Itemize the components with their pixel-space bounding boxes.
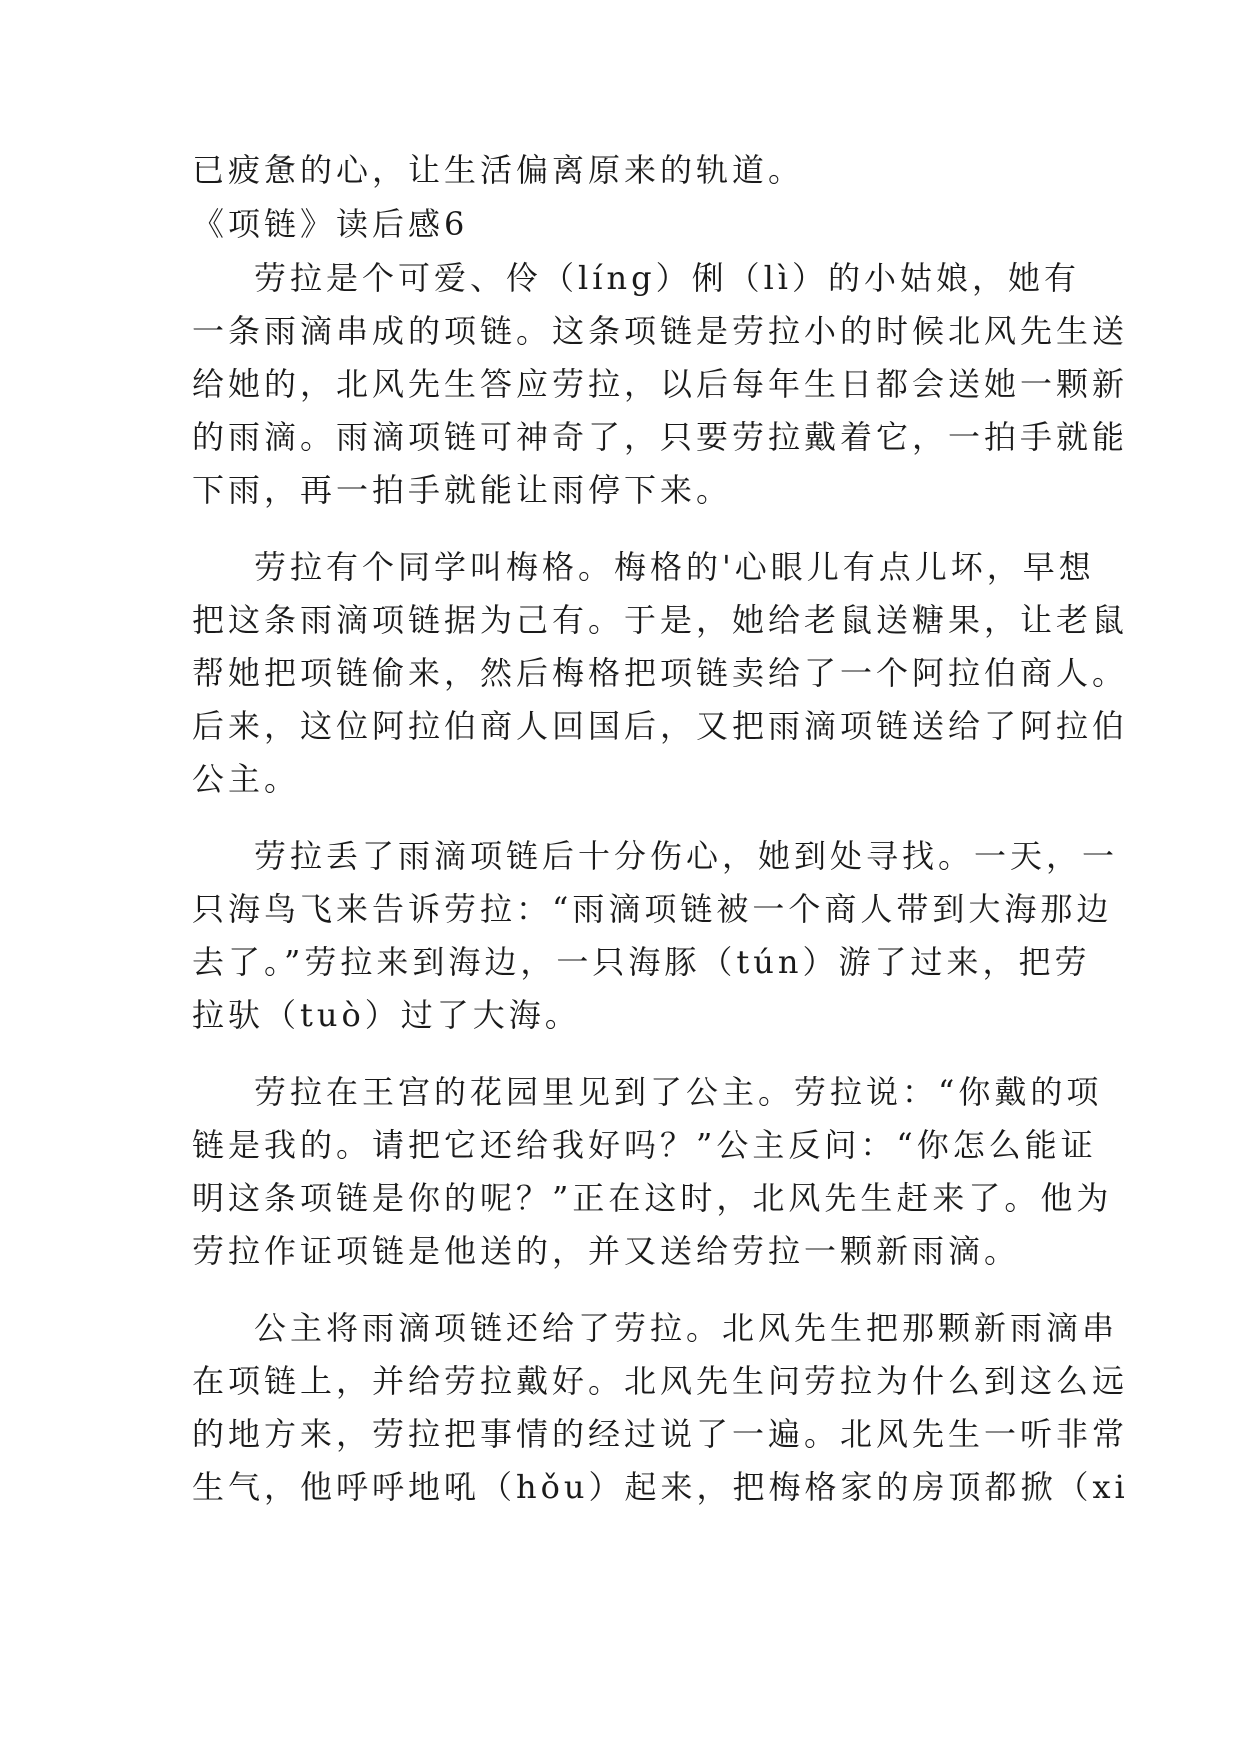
text-line: 把这条雨滴项链据为己有。于是，她给老鼠送糖果，让老鼠 [192, 601, 1129, 639]
text-line: 拉驮（tuò）过了大海。 [192, 996, 581, 1034]
text-line: 劳拉作证项链是他送的，并又送给劳拉一颗新雨滴。 [192, 1232, 1021, 1270]
text-line: 在项链上，并给劳拉戴好。北风先生问劳拉为什么到这么远 [192, 1362, 1129, 1400]
text-line: 生气，他呼呼地吼（hǒu）起来，把梅格家的房顶都掀（xi [192, 1468, 1129, 1506]
text-line: 劳拉有个同学叫梅格。梅格的'心眼儿有点儿坏，早想 [254, 548, 1095, 586]
text-line: 帮她把项链偷来，然后梅格把项链卖给了一个阿拉伯商人。 [192, 654, 1129, 692]
text-line: 去了。”劳拉来到海边，一只海豚（tún）游了过来，把劳 [192, 943, 1091, 981]
text-line: 下雨，再一拍手就能让雨停下来。 [192, 471, 733, 509]
text-line: 明这条项链是你的呢？”正在这时，北风先生赶来了。他为 [192, 1179, 1113, 1217]
section-heading: 《项链》读后感6 [192, 205, 469, 243]
text-line: 的雨滴。雨滴项链可神奇了，只要劳拉戴着它，一拍手就能 [192, 418, 1129, 456]
text-line: 后来，这位阿拉伯商人回国后，又把雨滴项链送给了阿拉伯 [192, 707, 1129, 745]
text-line: 已疲惫的心，让生活偏离原来的轨道。 [192, 151, 805, 189]
text-line: 的地方来，劳拉把事情的经过说了一遍。北风先生一听非常 [192, 1415, 1129, 1453]
text-line: 链是我的。请把它还给我好吗？”公主反问：“你怎么能证 [192, 1126, 1097, 1164]
text-line: 劳拉是个可爱、伶（líng）俐（lì）的小姑娘，她有 [254, 259, 1081, 297]
text-line: 只海鸟飞来告诉劳拉：“雨滴项链被一个商人带到大海那边 [192, 890, 1113, 928]
text-line: 劳拉丢了雨滴项链后十分伤心，她到处寻找。一天，一 [254, 837, 1119, 875]
text-line: 公主。 [192, 760, 301, 798]
text-line: 给她的，北风先生答应劳拉，以后每年生日都会送她一颗新 [192, 365, 1129, 403]
text-line: 一条雨滴串成的项链。这条项链是劳拉小的时候北风先生送 [192, 312, 1129, 350]
text-line: 劳拉在王宫的花园里见到了公主。劳拉说：“你戴的项 [254, 1073, 1103, 1111]
text-line: 公主将雨滴项链还给了劳拉。北风先生把那颗新雨滴串 [254, 1309, 1119, 1347]
